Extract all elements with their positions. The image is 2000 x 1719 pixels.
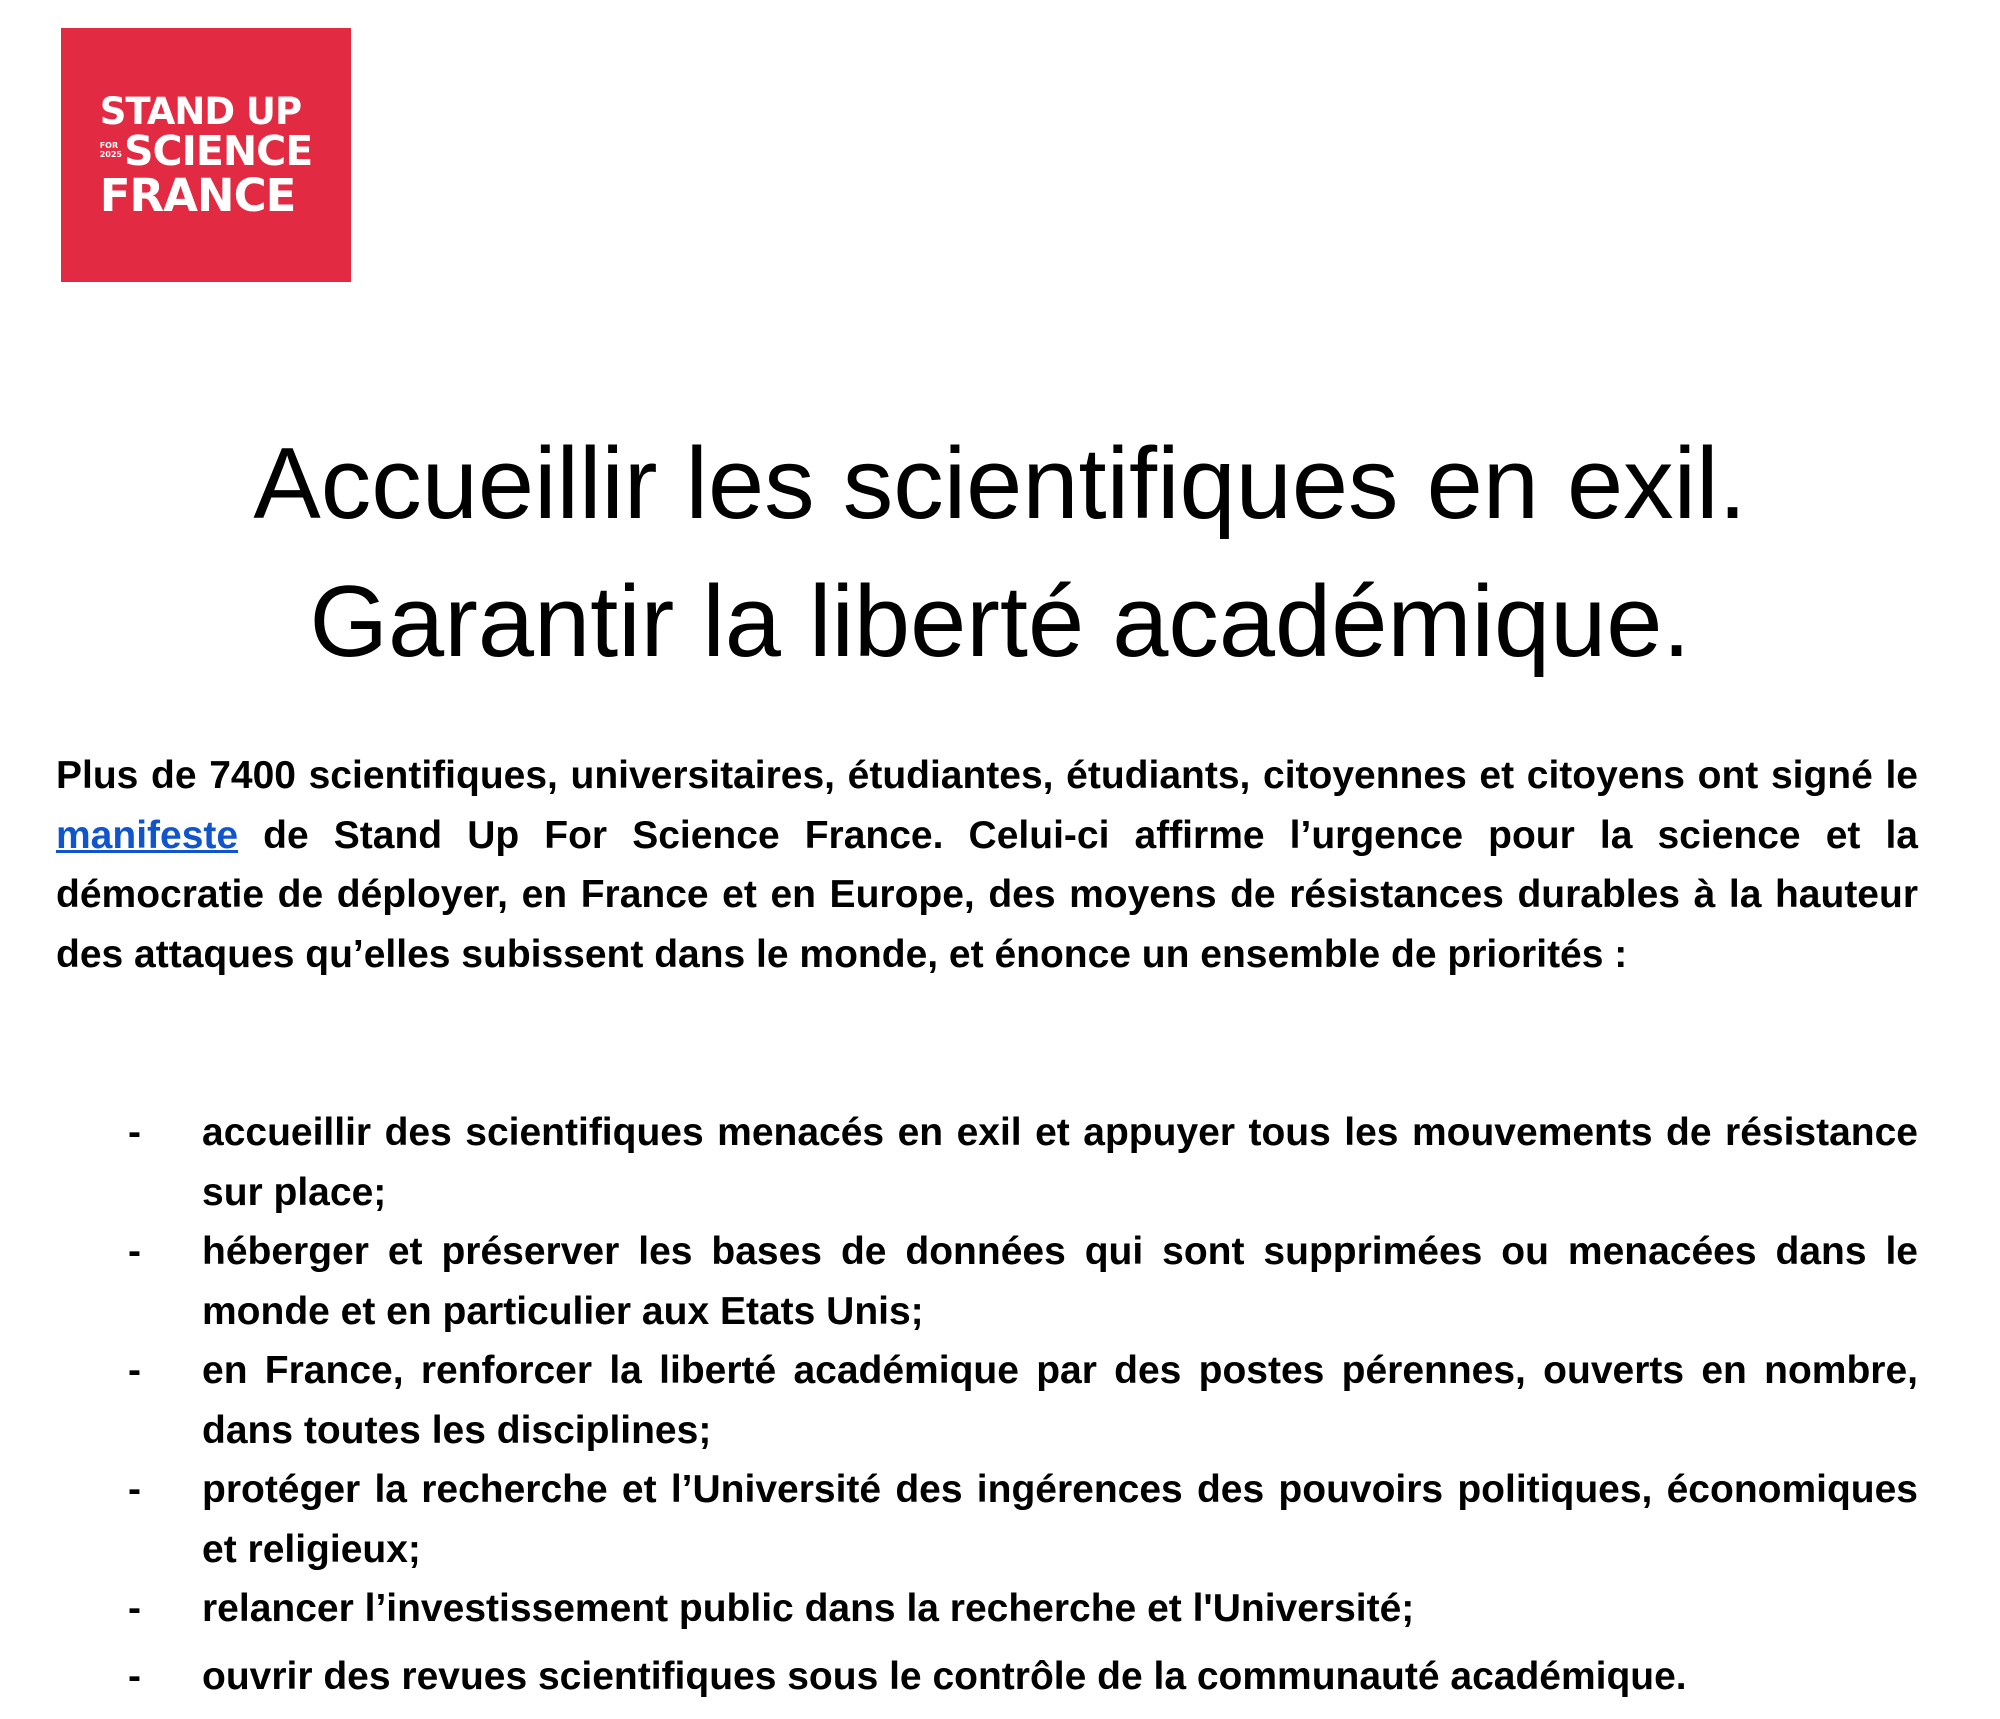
title-line-1: Accueillir les scientifiques en exil.	[253, 428, 1747, 540]
title-line-2: Garantir la liberté académique.	[309, 566, 1691, 678]
logo-middle-row	[99, 126, 313, 175]
intro-paragraph	[56, 746, 1918, 984]
list-item	[56, 1647, 1918, 1707]
logo-line-stand-up: STAND UP	[99, 89, 302, 133]
list-item-text: en France, renforcer la liberté académique par des postes pérennes, ouverts en nombre, dans toutes les disciplines;	[202, 1349, 1918, 1452]
list-item-text: accueillir des scientifiques menacés en exil et appuyer tous les mouvements de résistance sur place;	[202, 1111, 1918, 1214]
list-item-text: relancer l’investissement public dans la recherche et l'Université;	[202, 1587, 1415, 1630]
intro-text-end: de Stand Up For Science France. Celui-ci affirme l’urgence pour la science et la démocratie de déployer, en France et en Europe, des moyens de résistances durables à la hauteur des attaques qu’elles subissent dans le monde, et énonce un ensemble de priorités :	[56, 813, 1918, 976]
page-title	[0, 415, 2000, 691]
list-item-text: ouvrir des revues scientifiques sous le contrôle de la communauté académique.	[202, 1654, 1687, 1698]
logo-line-science: SCIENCE	[123, 126, 313, 175]
list-item	[56, 1341, 1918, 1460]
list-item	[56, 1579, 1918, 1639]
priorities-list	[56, 1103, 1918, 1706]
logo-wordmark	[99, 89, 313, 222]
intro-text-start: Plus de 7400 scientifiques, universitaires, étudiantes, étudiants, citoyennes et citoyens ont signé le	[56, 754, 1918, 797]
bullet-dash: -	[128, 1111, 141, 1154]
logo-for: FOR	[99, 141, 119, 151]
bullet-dash: -	[128, 1468, 141, 1511]
logo-for-2025	[100, 142, 122, 160]
bullet-dash: -	[128, 1230, 141, 1273]
list-item-text: protéger la recherche et l’Université des ingérences des pouvoirs politiques, économiques et religieux;	[202, 1468, 1918, 1571]
stand-up-for-science-logo	[61, 28, 351, 282]
logo-year: 2025	[99, 150, 122, 159]
manifesto-link[interactable]: manifeste	[56, 813, 239, 857]
list-item-text: héberger et préserver les bases de données qui sont supprimées ou menacées dans le monde et en particulier aux Etats Unis;	[202, 1230, 1918, 1333]
bullet-dash: -	[128, 1349, 141, 1392]
logo-line-france: FRANCE	[99, 168, 296, 222]
list-item	[56, 1460, 1918, 1579]
list-item	[56, 1103, 1918, 1222]
bullet-dash: -	[128, 1654, 141, 1698]
bullet-dash: -	[128, 1587, 141, 1630]
list-item	[56, 1222, 1918, 1341]
